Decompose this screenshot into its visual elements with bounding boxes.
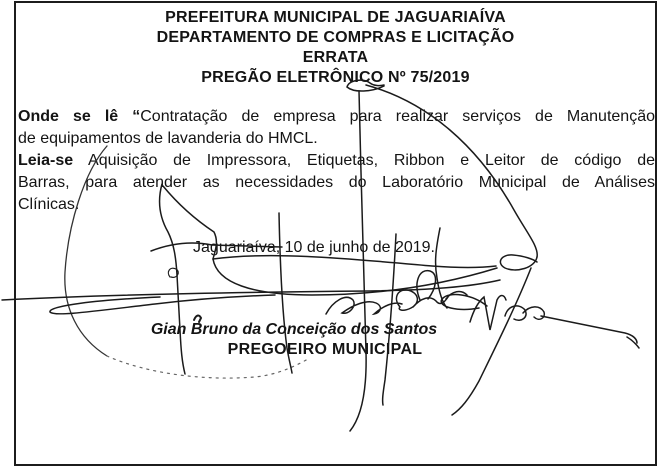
header-errata-title: ERRATA [302, 49, 369, 66]
paragraph-leia-se-line2: Barras, para atender as necessidades do Laboratório Municipal de Análises [18, 174, 655, 191]
date-line: Jaguariaíva, 10 de junho de 2019. [193, 239, 435, 256]
paragraph-leia-se-line1: Leia-se Aquisição de Impressora, Etiquetas, Ribbon e Leitor de código de [18, 152, 655, 169]
paragraph-leia-se-line3: Clínicas. [18, 196, 80, 213]
header-department: DEPARTAMENTO DE COMPRAS E LICITAÇÃO [156, 29, 515, 46]
signer-name: Gian Bruno da Conceição dos Santos [150, 321, 438, 338]
paragraph-onde-se-le-line1: Onde se lê “Contratação de empresa para realizar serviços de Manutenção [18, 108, 655, 125]
header-org-name: PREFEITURA MUNICIPAL DE JAGUARIAÍVA [165, 9, 506, 26]
signer-role: PREGOEIRO MUNICIPAL [227, 341, 423, 358]
leia-se-lead: Leia-se [18, 152, 74, 169]
document-body [18, 106, 655, 216]
header-pregao-number: PREGÃO ELETRÔNICO Nº 75/2019 [201, 69, 470, 86]
paragraph-onde-se-le-line2: de equipamentos de lavanderia do HMCL. [18, 130, 318, 147]
onde-se-le-lead: Onde se lê “ [18, 108, 141, 125]
document-header [15, 8, 656, 88]
